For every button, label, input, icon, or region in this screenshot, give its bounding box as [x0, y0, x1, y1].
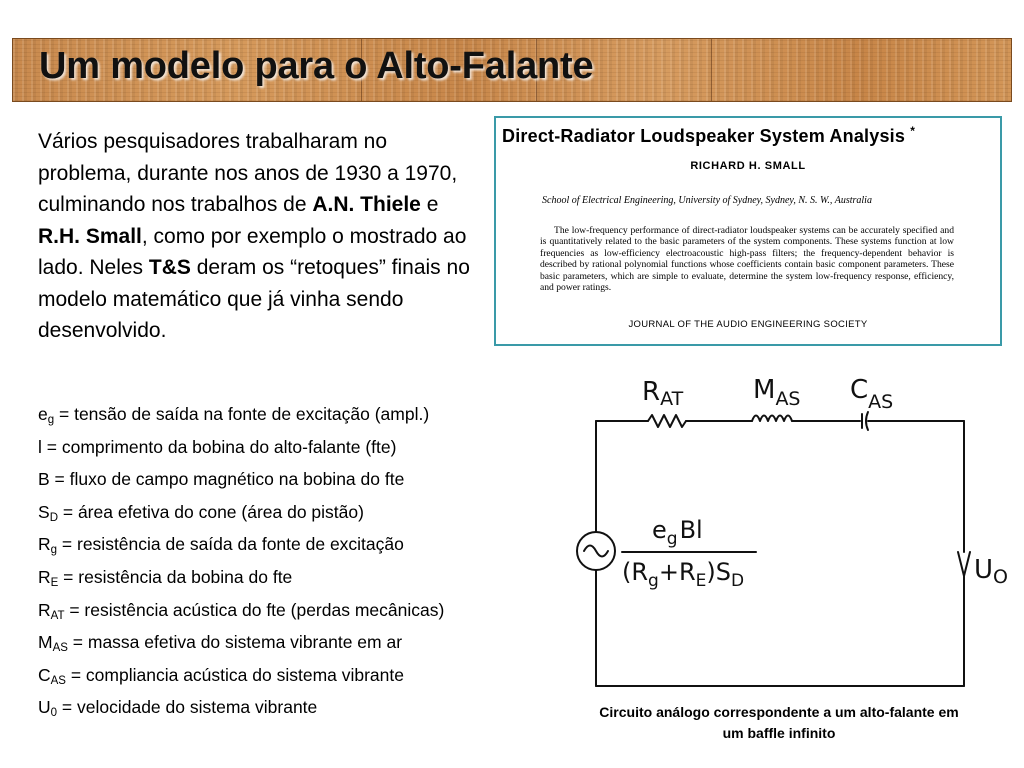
label-rat: RAT — [642, 377, 684, 410]
definition-item: $M_{AS}$ = massa efetiva do sistema vibrante em ar — [38, 632, 403, 655]
fraction-denominator: $(R_g+R_E)S_D$ — [622, 558, 745, 591]
resistor-rat-symbol — [648, 415, 686, 427]
paper-excerpt-image — [494, 116, 1002, 346]
definition-item: $R_g$ = resistência de saída da fonte de excitação — [38, 534, 404, 557]
inductor-mas-symbol — [752, 416, 792, 422]
definition-item: l = comprimento da bobina do alto-falante (fte) — [38, 436, 397, 457]
label-mas: $M_{AS}$ — [753, 375, 801, 410]
intro-paragraph — [38, 126, 478, 347]
definition-item: $U_0$ = velocidade do sistema vibrante — [38, 697, 318, 720]
paper-title — [502, 124, 915, 147]
label-u0: UO — [974, 555, 1008, 588]
definition-item: $S_D$ = área efetiva do cone (área do pistão) — [38, 501, 364, 524]
symbol-definitions — [38, 402, 444, 728]
intro-text-1: Vários pesquisadores trabalharam no problema, durante nos anos de 1930 a 1970, culminando nos trabalhos de — [38, 130, 458, 216]
definition-item: $e_g$ = tensão de saída na fonte de excitação (ampl.) — [38, 404, 430, 426]
author-thiele: A.N. Thiele — [312, 193, 421, 216]
author-small: R.H. Small — [38, 224, 142, 248]
definition-item: $R_E$ = resistência da bobina do fte — [38, 566, 293, 589]
circuit-caption: Circuito análogo correspondente a um alto-falante em um baffle infinito — [599, 704, 959, 741]
ac-source-sine-icon — [584, 546, 608, 557]
authors-ts: T&S — [148, 256, 191, 279]
paper-affiliation: School of Electrical Engineering, University of Sydney, Sydney, N. S. W., Australia — [542, 195, 872, 206]
intro-text-2: e — [420, 193, 439, 216]
fraction-numerator: $e_gBl$ — [652, 516, 703, 549]
title-bar — [12, 38, 1012, 102]
paper-title-text: Direct-Radiator Loudspeaker System Analysis — [502, 126, 906, 146]
definition-item: B = fluxo de campo magnético na bobina do fte — [38, 469, 405, 490]
current-arrow-u0 — [958, 552, 970, 576]
label-cas: $C_{AS}$ — [850, 375, 894, 413]
wood-plank-seam — [711, 39, 712, 101]
paper-title-footnote-mark: * — [910, 124, 916, 138]
definition-item: $C_{AS}$ = compliancia acústica do sistema vibrante — [38, 664, 404, 687]
definition-item: $R_{AT}$ = resistência acústica do fte (perdas mecânicas) — [38, 599, 445, 622]
slide-title: Um modelo para o Alto-Falante — [39, 45, 594, 87]
paper-journal: JOURNAL OF THE AUDIO ENGINEERING SOCIETY — [628, 319, 868, 330]
paper-author: RICHARD H. SMALL — [690, 160, 806, 172]
analog-circuit-diagram — [570, 370, 1020, 700]
paper-abstract: The low-frequency performance of direct-radiator loudspeaker systems can be accurately specified and is quantitatively related to the basic parameters of the system components. These systems function at low frequencies as low-efficiency electroacoustic high-pass filters; the frequency-dependent behavior is described by rational polynomial functions whose coefficients contain basic component parameters. These basic parameters, which are simple to evaluate, determine the system low-frequency response, efficiency, and power ratings. — [540, 225, 954, 294]
intro-text-3: , como por exemplo o mostrado ao lado. Neles — [38, 224, 467, 279]
intro-text-4: deram os “retoques” finais no modelo matemático que já vinha sendo desenvolvido. — [38, 256, 470, 342]
